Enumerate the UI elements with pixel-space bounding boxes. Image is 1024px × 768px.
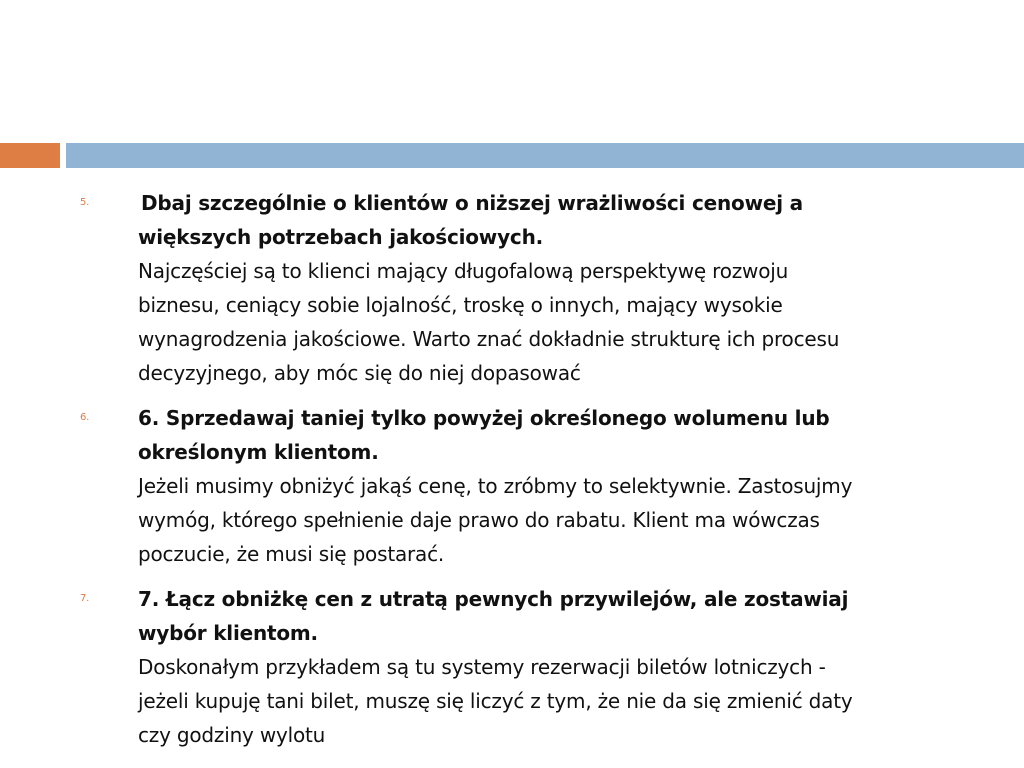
item-heading: 7. Łącz obniżkę cen z utratą pewnych przywilejów, ale zostawiaj: [138, 587, 849, 611]
item-body: biznesu, ceniący sobie lojalność, troskę o innych, mający wysokie: [138, 293, 783, 317]
accent-bar-orange: [0, 143, 60, 168]
item-body: jeżeli kupuję tani bilet, muszę się liczyć z tym, że nie da się zmienić daty: [138, 689, 853, 713]
list-number: 6.: [80, 412, 90, 423]
item-heading: wybór klientom.: [138, 621, 318, 645]
list-item: [80, 186, 998, 390]
accent-bar-blue: [66, 143, 1024, 168]
item-body: wynagrodzenia jakościowe. Warto znać dokładnie strukturę ich procesu: [138, 327, 840, 351]
item-heading: 6. Sprzedawaj taniej tylko powyżej określonego wolumenu lub: [138, 406, 830, 430]
item-heading: Dbaj szczególnie o klientów o niższej wrażliwości cenowej a: [141, 191, 803, 215]
item-body: Najczęściej są to klienci mający długofalową perspektywę rozwoju: [138, 259, 789, 283]
list-item: [80, 582, 998, 752]
item-body: Doskonałym przykładem są tu systemy rezerwacji biletów lotniczych -: [138, 655, 826, 679]
item-heading: większych potrzebach jakościowych.: [138, 225, 544, 249]
item-body: Jeżeli musimy obniżyć jakąś cenę, to zróbmy to selektywnie. Zastosujmy: [138, 474, 853, 498]
item-heading: określonym klientom.: [138, 440, 379, 464]
item-body: wymóg, którego spełnienie daje prawo do rabatu. Klient ma wówczas: [138, 508, 820, 532]
item-body: poczucie, że musi się postarać.: [138, 542, 445, 566]
list-number: 7.: [80, 593, 90, 604]
item-body: czy godziny wylotu: [138, 723, 326, 747]
list-item: [80, 401, 998, 571]
item-body: decyzyjnego, aby móc się do niej dopasować: [138, 361, 581, 385]
list-number: 5.: [80, 197, 90, 208]
